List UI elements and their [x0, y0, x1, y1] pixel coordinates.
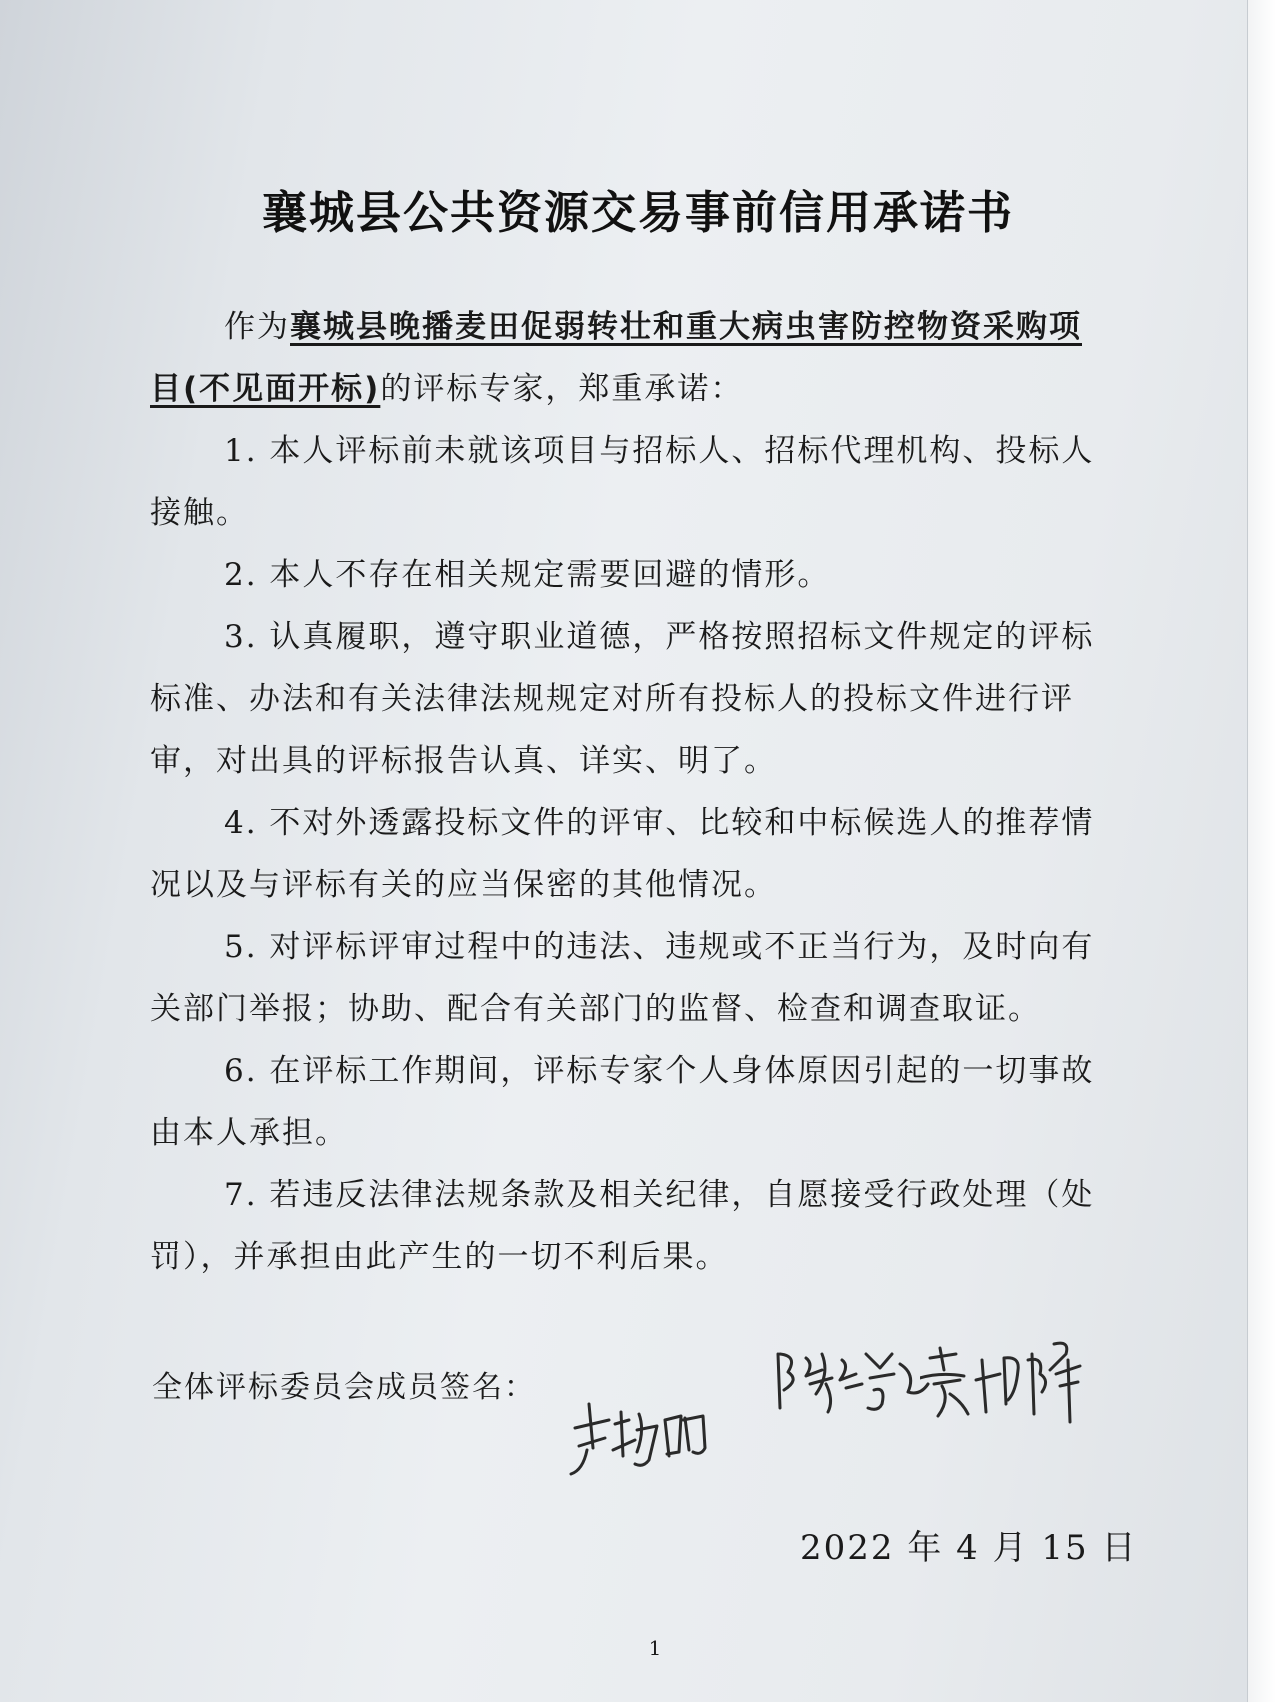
commitment-item-2: 2. 本人不存在相关规定需要回避的情形。	[224, 557, 831, 593]
intro-suffix: 的评标专家，郑重承诺：	[380, 371, 744, 407]
page-number: 1	[648, 1636, 662, 1660]
signature-3-image	[920, 1330, 1100, 1430]
project-name: 襄城县晚播麦田促弱转壮和重大病虫害防控物资采购项目(不见面开标)	[150, 309, 1082, 407]
commitment-item-5: 5. 对评标评审过程中的违法、违规或不正当行为，及时向有关部门举报；协助、配合有关部门的监督、检查和调查取证。	[150, 929, 1095, 1027]
commitment-item-4: 4. 不对外透露投标文件的评审、比较和中标候选人的推荐情况以及与评标有关的应当保密的其他情况。	[150, 805, 1095, 903]
signature-label: 全体评标委员会成员签名：	[152, 1370, 536, 1405]
commitment-item-3: 3. 认真履职，遵守职业道德，严格按照招标文件规定的评标标准、办法和有关法律法规规定对所有投标人的投标文件进行评审，对出具的评标报告认真、详实、明了。	[150, 619, 1095, 779]
page-edge	[1247, 0, 1276, 1702]
commitment-item-7: 7. 若违反法律法规条款及相关纪律，自愿接受行政处理（处罚），并承担由此产生的一切不利后果。	[150, 1177, 1095, 1275]
intro-paragraph	[150, 296, 1110, 420]
signature-2-image	[770, 1334, 930, 1424]
commitment-item-6: 6. 在评标工作期间，评标专家个人身体原因引起的一切事故由本人承担。	[150, 1053, 1095, 1151]
signing-date: 2022 年 4 月 15 日	[800, 1528, 1138, 1568]
commitment-item-1: 1. 本人评标前未就该项目与招标人、招标代理机构、投标人接触。	[150, 433, 1095, 531]
document-title: 襄城县公共资源交易事前信用承诺书	[261, 186, 1014, 239]
signature-1-image	[565, 1390, 715, 1480]
intro-prefix: 作为	[224, 309, 290, 345]
